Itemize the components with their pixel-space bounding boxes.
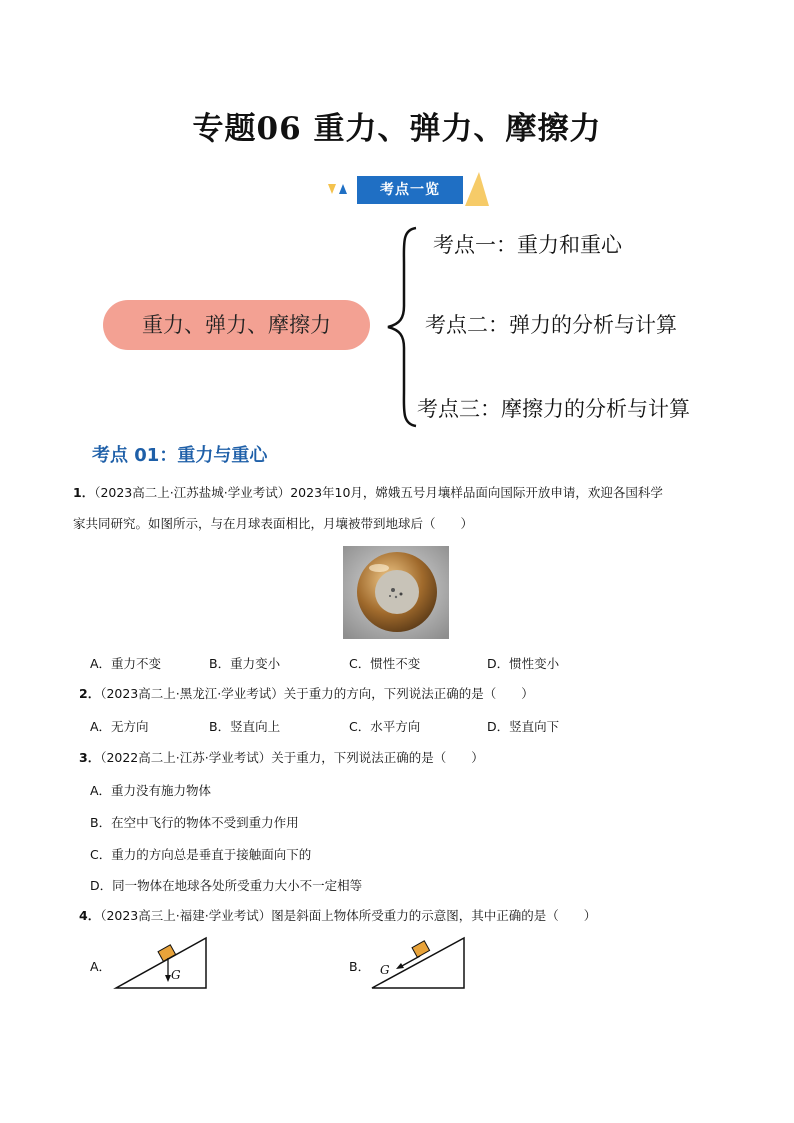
q2-option-a: A．无方向 [90, 719, 149, 734]
brace-icon [382, 224, 422, 430]
mindmap-branch-1: 考点一：重力和重心 [433, 233, 622, 257]
question-stem: 关于重力的方向，下列说法正确的是（ ） [283, 686, 534, 701]
question-number: 1． [73, 485, 95, 500]
question-2-line-1 [79, 685, 534, 703]
mindmap-branch-3: 考点三：摩擦力的分析与计算 [417, 397, 690, 421]
force-label-g: G [171, 968, 181, 982]
q1-option-d: D．惯性变小 [487, 656, 560, 671]
question-number: 4． [79, 908, 101, 923]
question-number: 2． [79, 686, 101, 701]
question-stem: 关于重力，下列说法正确的是（ ） [271, 750, 484, 765]
triangle-decor-icon [463, 172, 491, 208]
section-heading: 考点 01：重力与重心 [92, 445, 268, 466]
moon-soil-sample-image [343, 546, 449, 639]
q3-option-a: A．重力没有施力物体 [90, 783, 212, 798]
question-stem: 图是斜面上物体所受重力的示意图，其中正确的是（ ） [271, 908, 597, 923]
question-source: （2022高二上·江苏·学业考试） [100, 750, 272, 765]
question-source: （2023高二上·江苏盐城·学业考试） [94, 485, 291, 500]
question-source: （2023高二上·黑龙江·学业考试） [100, 686, 284, 701]
q1-option-a: A．重力不变 [90, 656, 162, 671]
question-4-line-1 [79, 907, 596, 925]
question-1-line-1 [73, 484, 663, 502]
q2-option-c: C．水平方向 [349, 719, 421, 734]
q4-option-a: A． [90, 959, 112, 974]
q1-option-c: C．惯性不变 [349, 656, 421, 671]
question-1-line-2: 家共同研究。如图所示，与在月球表面相比，月壤被带到地球后（ ） [73, 516, 474, 531]
banner-label: 考点一览 [380, 182, 440, 198]
page-title: 专题06 重力、弹力、摩擦力 [192, 111, 602, 147]
q1-option-b: B．重力变小 [209, 656, 281, 671]
triangle-decor-icon [326, 180, 356, 200]
mindmap-root-label: 重力、弹力、摩擦力 [142, 313, 331, 337]
question-3-line-1 [79, 749, 484, 767]
incline-diagram-b [368, 935, 468, 991]
q3-option-c: C．重力的方向总是垂直于接触面向下的 [90, 847, 312, 862]
force-label-g: G [380, 963, 390, 977]
q2-option-d: D．竖直向下 [487, 719, 560, 734]
question-source: （2023高三上·福建·学业考试） [100, 908, 272, 923]
question-stem: 2023年10月，嫦娥五号月壤样品面向国际开放申请，欢迎各国科学 [290, 485, 663, 500]
mindmap-branch-2: 考点二：弹力的分析与计算 [425, 313, 677, 337]
q2-option-b: B．竖直向上 [209, 719, 281, 734]
incline-diagram-a [112, 935, 210, 991]
q3-option-d: D．同一物体在地球各处所受重力大小不一定相等 [90, 878, 363, 893]
section-banner [326, 172, 491, 208]
q4-option-b: B． [349, 959, 371, 974]
q3-option-b: B．在空中飞行的物体不受到重力作用 [90, 815, 299, 830]
question-number: 3． [79, 750, 101, 765]
